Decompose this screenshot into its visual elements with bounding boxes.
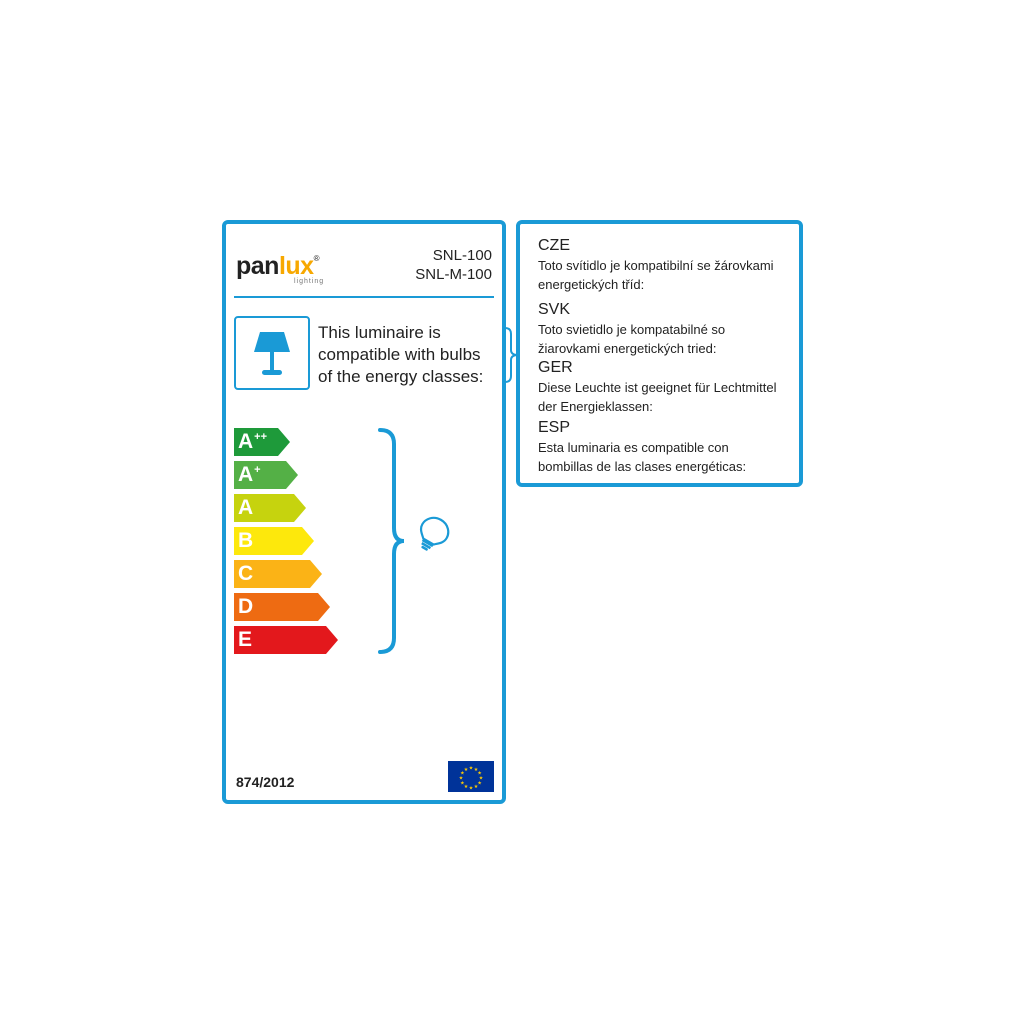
language-code: GER <box>538 359 573 376</box>
logo-tagline: lighting <box>294 278 325 285</box>
svg-text:★: ★ <box>468 785 474 792</box>
energy-class-label: A <box>238 496 254 519</box>
svg-text:★: ★ <box>478 775 484 782</box>
language-code: CZE <box>538 237 570 254</box>
logo-text-lux: lux <box>278 252 314 280</box>
model-numbers <box>415 246 492 284</box>
translation-esp <box>538 418 778 476</box>
energy-label-panel <box>222 220 506 804</box>
energy-class-label: B <box>238 529 254 552</box>
energy-class-scale <box>234 428 374 658</box>
eu-flag-icon <box>448 761 494 792</box>
energy-class-b <box>234 527 314 555</box>
translations-panel <box>516 220 803 487</box>
curly-brace-icon <box>378 428 408 654</box>
regulation-number: 874/2012 <box>236 774 295 790</box>
energy-class-a-plus <box>234 461 298 489</box>
translation-text: Toto svítidlo je kompatibilní se žárovkami energetických tříd: <box>538 258 774 292</box>
translation-text: Toto svietidlo je kompatabilné so žiarovkami energetických tried: <box>538 322 726 356</box>
energy-class-label: E <box>238 628 253 651</box>
svg-text:★: ★ <box>473 766 479 773</box>
svg-text:★: ★ <box>463 784 469 791</box>
language-code: ESP <box>538 419 571 436</box>
energy-class-c <box>234 560 322 588</box>
energy-class-label: A++ <box>238 430 268 453</box>
energy-class-e <box>234 626 338 654</box>
svg-text:★: ★ <box>460 780 465 787</box>
translation-ger <box>538 358 792 416</box>
energy-class-label: C <box>238 562 254 585</box>
energy-class-d <box>234 593 330 621</box>
translation-text: Diese Leuchte ist geeignet für Lechtmittel der Energieklassen: <box>538 380 777 414</box>
translation-cze <box>538 236 788 294</box>
translation-text: Esta luminaria es compatible con bombillas de las clases energéticas: <box>538 440 747 474</box>
svg-text:★: ★ <box>477 780 482 787</box>
logo-text-pan: pan <box>236 252 279 280</box>
table-lamp-icon <box>234 316 310 390</box>
svg-text:★: ★ <box>460 770 465 777</box>
svg-text:★: ★ <box>477 770 482 777</box>
energy-class-label: D <box>238 595 254 618</box>
compatibility-text: This luminaire is compatible with bulbs of the energy classes: <box>318 323 484 386</box>
model-number: SNL-100 <box>432 247 492 264</box>
energy-class-label: A+ <box>238 463 261 486</box>
light-bulb-icon <box>414 516 458 552</box>
svg-text:★: ★ <box>463 766 469 773</box>
svg-text:★: ★ <box>458 775 464 782</box>
svg-text:★: ★ <box>473 784 479 791</box>
language-code: SVK <box>538 301 571 318</box>
divider <box>234 296 494 298</box>
svg-text:★: ★ <box>468 765 474 772</box>
panlux-logo <box>236 252 325 285</box>
energy-class-a <box>234 494 306 522</box>
model-number: SNL-M-100 <box>415 266 492 283</box>
energy-class-a-plus-plus <box>234 428 290 456</box>
registered-mark: ® <box>313 254 320 263</box>
translation-svk <box>538 300 788 358</box>
